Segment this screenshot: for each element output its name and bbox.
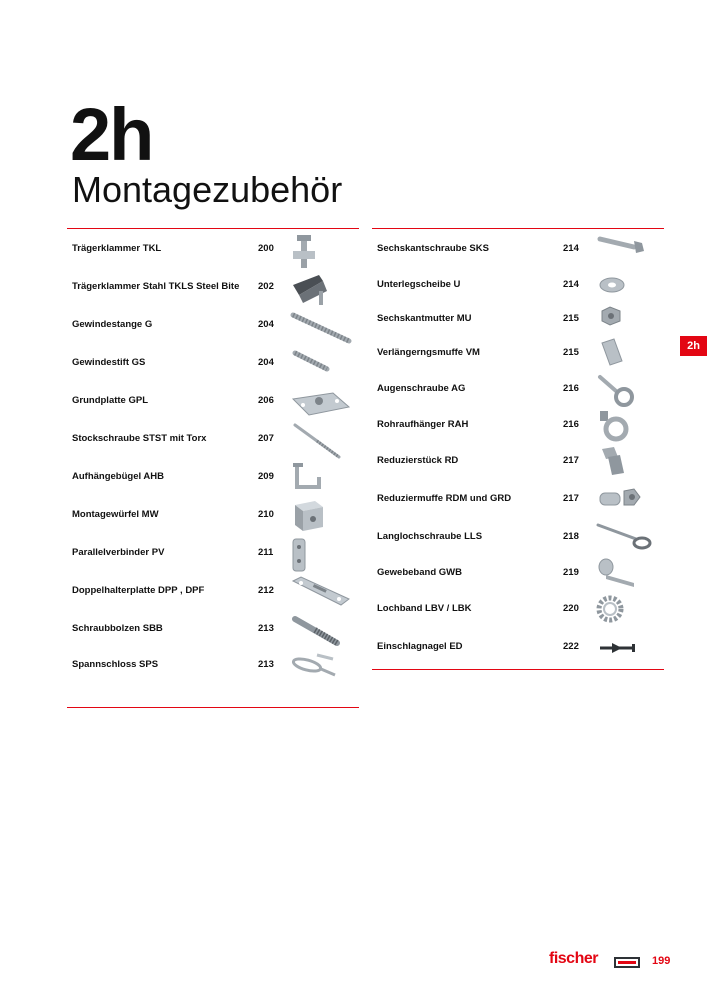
page-reference: 217 <box>563 455 579 466</box>
page-reference: 216 <box>563 383 579 394</box>
page-reference: 214 <box>563 279 579 290</box>
page-reference: 210 <box>258 509 274 520</box>
page-reference: 206 <box>258 395 274 406</box>
list-item[interactable] <box>372 631 664 667</box>
list-item[interactable] <box>67 537 359 573</box>
list-item[interactable] <box>372 557 664 593</box>
fabric-tape-icon <box>594 557 662 593</box>
product-name: Unterlegscheibe U <box>377 279 461 290</box>
list-item[interactable] <box>372 521 664 557</box>
product-name: Trägerklammer Stahl TKLS Steel Bite <box>72 281 240 292</box>
chapter-tab[interactable]: 2h <box>680 336 707 356</box>
product-name: Einschlagnagel ED <box>377 641 463 652</box>
hanger-bolt-icon <box>289 423 357 459</box>
page-reference: 214 <box>563 243 579 254</box>
product-name: Grundplatte GPL <box>72 395 148 406</box>
product-name: Stockschraube STST mit Torx <box>72 433 207 444</box>
product-name: Aufhängebügel AHB <box>72 471 165 482</box>
page-reference: 212 <box>258 585 274 596</box>
product-name: Rohraufhänger RAH <box>377 419 469 430</box>
screw-bolt-icon <box>289 613 357 649</box>
turnbuckle-icon <box>289 649 357 685</box>
page-reference: 219 <box>563 567 579 578</box>
extension-sleeve-icon <box>594 337 662 373</box>
product-name: Parallelverbinder PV <box>72 547 165 558</box>
base-plate-icon <box>289 385 357 421</box>
list-item[interactable] <box>67 649 359 685</box>
mounting-cube-icon <box>289 499 357 535</box>
eye-bolt-icon <box>594 373 662 409</box>
list-item[interactable] <box>67 499 359 535</box>
page-reference: 222 <box>563 641 579 652</box>
list-item[interactable] <box>372 303 664 339</box>
list-item[interactable] <box>67 233 359 269</box>
list-item[interactable] <box>67 309 359 345</box>
list-item[interactable] <box>372 445 664 481</box>
threaded-rod-icon <box>289 309 357 345</box>
double-holder-plate-icon <box>289 575 357 611</box>
chapter-number: 2h <box>70 93 153 176</box>
product-name: Montagewürfel MW <box>72 509 159 520</box>
hex-bolt-icon <box>594 233 662 269</box>
reducing-sleeve-icon <box>594 483 662 519</box>
list-item[interactable] <box>372 593 664 629</box>
page-reference: 215 <box>563 347 579 358</box>
threaded-stud-icon <box>289 347 357 383</box>
product-name: Reduziermuffe RDM und GRD <box>377 493 512 504</box>
perforated-band-icon <box>594 593 662 629</box>
page-reference: 200 <box>258 243 274 254</box>
slotted-hole-screw-icon <box>594 521 662 557</box>
list-item[interactable] <box>67 613 359 649</box>
page-reference: 209 <box>258 471 274 482</box>
list-item[interactable] <box>372 409 664 445</box>
suspension-bracket-icon <box>289 461 357 497</box>
product-name: Doppelhalterplatte DPP , DPF <box>72 585 205 596</box>
product-name: Verlängerngsmuffe VM <box>377 347 480 358</box>
page-reference: 218 <box>563 531 579 542</box>
product-index-left <box>67 228 359 708</box>
page-number: 199 <box>652 955 671 967</box>
page-reference: 215 <box>563 313 579 324</box>
list-item[interactable] <box>67 347 359 383</box>
product-name: Lochband LBV / LBK <box>377 603 472 614</box>
list-item[interactable] <box>67 271 359 307</box>
fischer-logo: fischer <box>549 950 598 967</box>
product-name: Gewebeband GWB <box>377 567 462 578</box>
product-name: Sechskantmutter MU <box>377 313 472 324</box>
page-reference: 202 <box>258 281 274 292</box>
product-index-right <box>372 228 664 670</box>
pipe-hanger-icon <box>594 409 662 445</box>
list-item[interactable] <box>372 373 664 409</box>
drive-nail-icon <box>594 631 662 667</box>
list-item[interactable] <box>67 423 359 459</box>
product-name: Reduzierstück RD <box>377 455 459 466</box>
parallel-connector-icon <box>289 537 357 573</box>
page-reference: 211 <box>258 547 274 558</box>
list-item[interactable] <box>67 575 359 611</box>
page-reference: 213 <box>258 659 274 670</box>
product-name: Augenschraube AG <box>377 383 466 394</box>
product-name: Langlochschraube LLS <box>377 531 483 542</box>
washer-icon <box>594 269 662 305</box>
steel-beam-clamp-icon <box>289 271 357 307</box>
page-reference: 220 <box>563 603 579 614</box>
page-reference: 204 <box>258 319 274 330</box>
page-reference: 204 <box>258 357 274 368</box>
product-name: Sechskantschraube SKS <box>377 243 489 254</box>
page-reference: 207 <box>258 433 274 444</box>
product-name: Gewindestift GS <box>72 357 146 368</box>
reducer-icon <box>594 445 662 481</box>
list-item[interactable] <box>372 233 664 269</box>
fischer-brand-mark-icon <box>614 955 640 966</box>
list-item[interactable] <box>372 483 664 519</box>
page-reference: 216 <box>563 419 579 430</box>
product-name: Schraubbolzen SBB <box>72 623 163 634</box>
product-name: Gewindestange G <box>72 319 153 330</box>
beam-clamp-icon <box>289 233 357 269</box>
list-item[interactable] <box>67 385 359 421</box>
product-name: Trägerklammer TKL <box>72 243 162 254</box>
page-reference: 217 <box>563 493 579 504</box>
chapter-title: Montagezubehör <box>72 169 343 210</box>
page-reference: 213 <box>258 623 274 634</box>
product-name: Spannschloss SPS <box>72 659 159 670</box>
list-item[interactable] <box>372 269 664 305</box>
list-item[interactable] <box>67 461 359 497</box>
hex-nut-icon <box>594 303 662 339</box>
list-item[interactable] <box>372 337 664 373</box>
